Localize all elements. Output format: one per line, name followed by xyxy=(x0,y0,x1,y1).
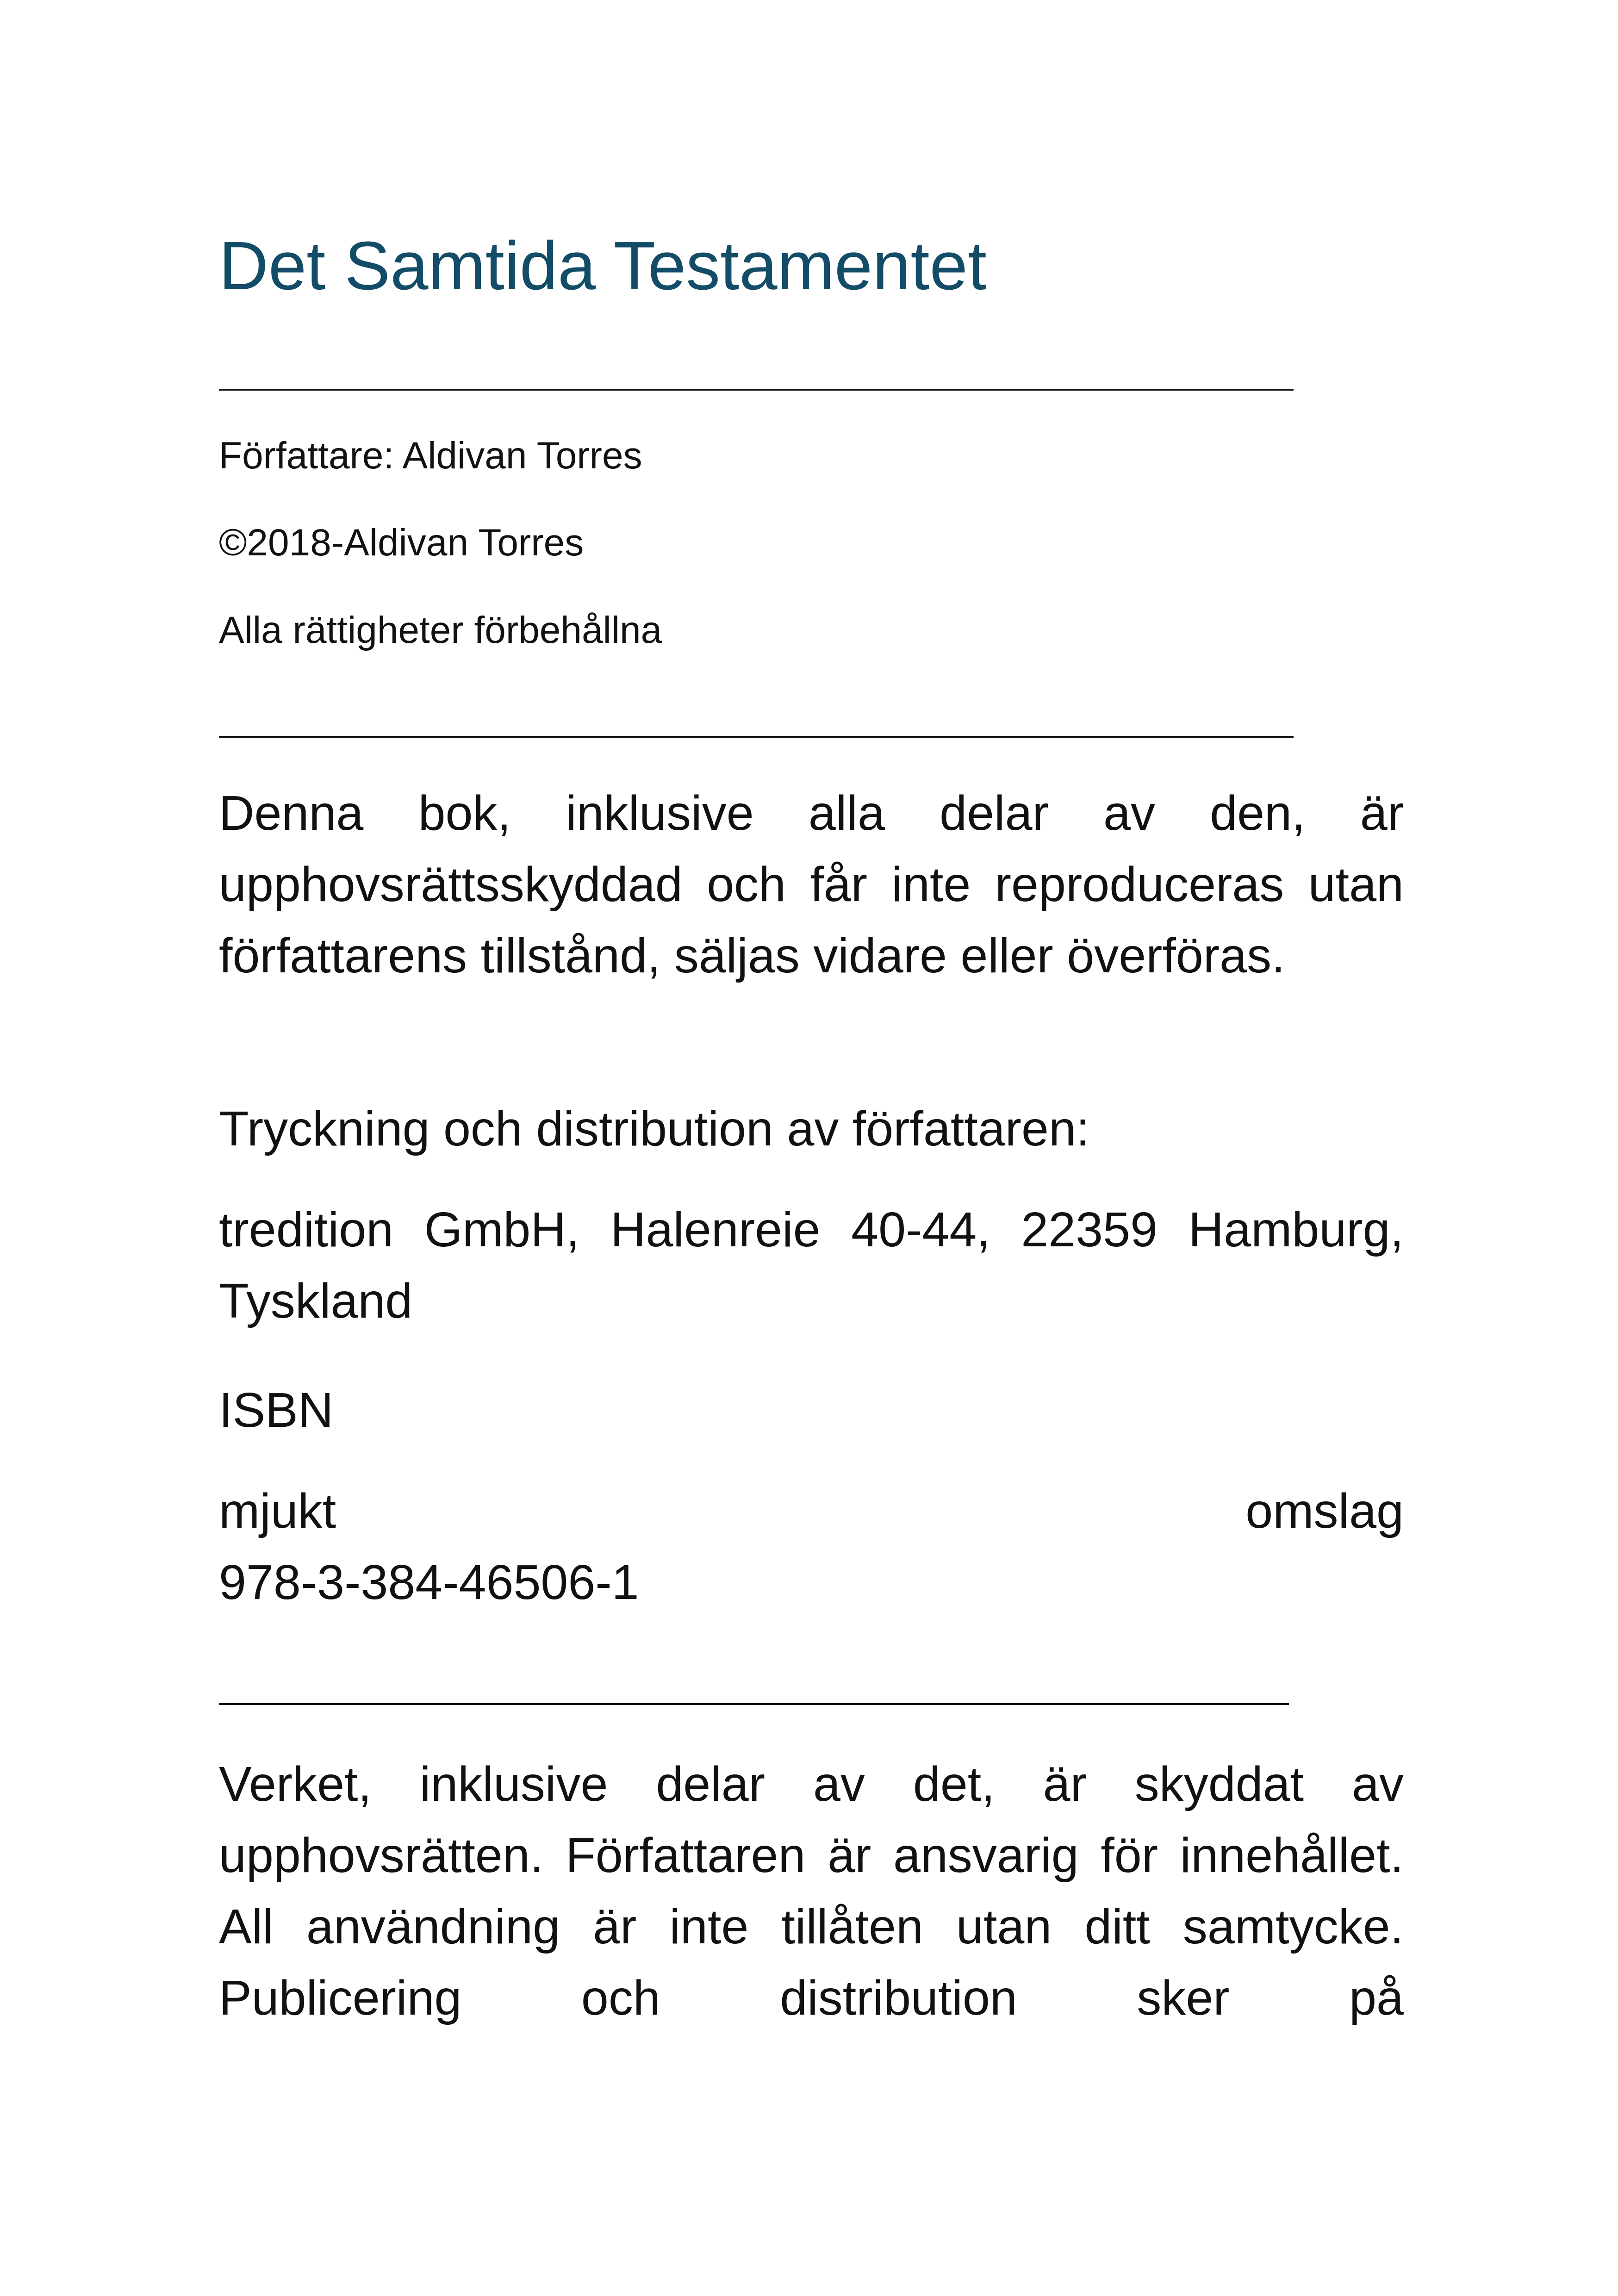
isbn-format-line xyxy=(219,1475,1404,1547)
divider-rule xyxy=(219,736,1294,738)
author-line: Författare: Aldivan Torres xyxy=(219,435,642,477)
divider-rule xyxy=(219,1703,1289,1705)
copyright-notice-paragraph: Denna bok, inklusive alla delar av den, är upphovsrättsskyddad och får inte reproduceras utan författarens tillstånd, säljas vidare eller överföras. xyxy=(219,786,1404,983)
isbn-format-right: omslag xyxy=(1245,1484,1404,1538)
work-notice-paragraph: Verket, inklusive delar av det, är skyddat av upphovsrätten. Författaren är ansvarig för innehållet. All användning är inte tillåten utan ditt samtycke. Publicering och distribution sker på xyxy=(219,1757,1404,2025)
printing-heading: Tryckning och distribution av författaren: xyxy=(219,1101,1090,1156)
publisher-address: tredition GmbH, Halenreie 40-44, 22359 Hamburg, Tyskland xyxy=(219,1202,1404,1328)
rights-line: Alla rättigheter förbehållna xyxy=(219,609,662,651)
isbn-format-left: mjukt xyxy=(219,1484,336,1538)
divider-rule xyxy=(219,389,1294,391)
isbn-block xyxy=(219,1475,1404,1618)
isbn-number: 978-3-384-46506-1 xyxy=(219,1555,639,1610)
book-title: Det Samtida Testamentet xyxy=(219,228,987,304)
copyright-line: ©2018-Aldivan Torres xyxy=(219,522,584,564)
isbn-label: ISBN xyxy=(219,1383,334,1437)
